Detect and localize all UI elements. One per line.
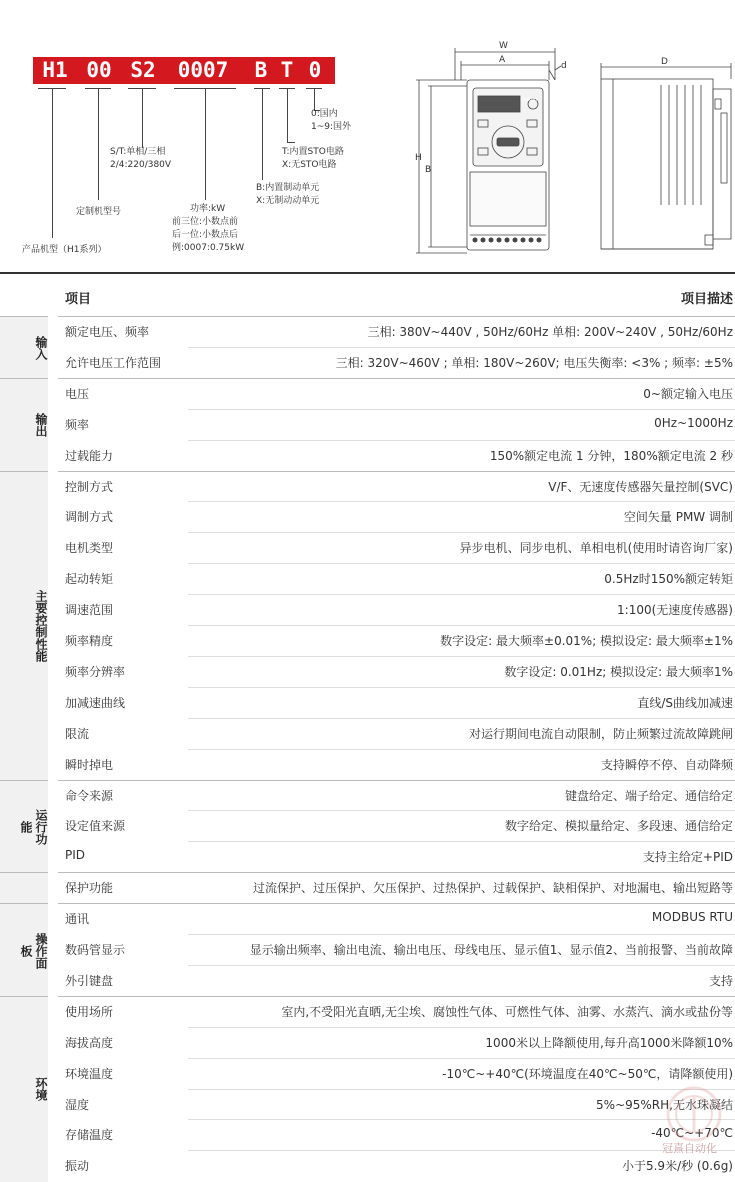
- category-block: [0, 316, 48, 379]
- table-row: [58, 594, 735, 625]
- row-item: 频率分辨率: [65, 664, 126, 679]
- code-region: 0: [308, 58, 322, 82]
- label-sto-2: X:无STO电路: [282, 160, 337, 170]
- table-row: [58, 471, 735, 502]
- table-row: [58, 378, 735, 409]
- row-desc: 支持瞬停不停、自动降频: [600, 757, 733, 772]
- row-desc: 显示输出频率、输出电流、输出电压、母线电压、显示值1、显示值2、当前报警、当前故障: [249, 943, 733, 957]
- row-item: 允许电压工作范围: [65, 355, 162, 370]
- category-label: 主要控制性能: [34, 590, 48, 662]
- dim-d-small: d: [561, 61, 567, 71]
- label-region-1: 0:国内: [311, 109, 338, 119]
- code-sto: T: [280, 58, 294, 82]
- row-item: 限流: [65, 726, 90, 741]
- row-desc: 支持主给定+PID: [642, 850, 733, 865]
- row-item: 存储温度: [65, 1128, 114, 1143]
- row-desc: -10℃~+40℃(环境温度在40℃~50℃，请降额使用): [442, 1066, 733, 1081]
- table-row: [58, 965, 735, 996]
- dim-d: D: [661, 57, 668, 67]
- table-row: [58, 1089, 735, 1120]
- row-item: 命令来源: [65, 788, 114, 803]
- row-item: 频率精度: [65, 634, 114, 648]
- row-item: 调制方式: [65, 510, 114, 525]
- label-brake-1: B:内置制动单元: [256, 183, 320, 193]
- table-row: [58, 903, 735, 934]
- category-block: [0, 872, 48, 904]
- row-desc: V/F、无速度传感器矢量控制(SVC): [548, 479, 733, 494]
- header-desc: 项目描述: [680, 292, 733, 307]
- row-item: 环境温度: [65, 1066, 114, 1081]
- row-desc: 小于5.9米/秒 (0.6g): [621, 1159, 733, 1174]
- label-brake-2: X:无制动动单元: [256, 196, 320, 206]
- row-item: 控制方式: [65, 479, 114, 494]
- row-item: 调速范围: [65, 603, 114, 618]
- table-row: [58, 501, 735, 532]
- row-desc: 1000米以上降额使用,每升高1000米降额10%: [485, 1035, 733, 1050]
- row-item: 数码管显示: [65, 943, 126, 957]
- watermark-text: 冠熹自动化: [662, 1142, 717, 1155]
- row-item: 起动转矩: [65, 572, 114, 587]
- row-item: 频率: [65, 417, 90, 432]
- label-custom: 定制机型号: [76, 207, 122, 217]
- label-power-3: 后一位:小数点后: [172, 230, 239, 240]
- row-desc: 键盘给定、端子给定、通信给定: [564, 788, 733, 803]
- row-desc: 三相: 380V~440V , 50Hz/60Hz 单相: 200V~240V , 50Hz/60Hz: [367, 325, 733, 339]
- table-row: [58, 656, 735, 687]
- table-row: [58, 718, 735, 749]
- dim-w: W: [499, 41, 508, 51]
- category-label: 环境: [34, 1077, 48, 1102]
- row-desc: 数字给定、模拟量给定、多段速、通信给定: [504, 819, 733, 834]
- row-item: 电压: [65, 386, 90, 401]
- code-brake: B: [254, 58, 268, 82]
- label-sto-1: T:内置STO电路: [282, 147, 344, 157]
- model-code-diagram: [0, 0, 735, 272]
- table-row: [58, 1119, 735, 1150]
- model-code-banner: [33, 57, 335, 84]
- code-phase: S2: [130, 58, 156, 82]
- row-desc: 0~额定输入电压: [643, 386, 733, 401]
- row-item: 海拔高度: [65, 1035, 114, 1050]
- category-block: [0, 471, 48, 781]
- row-item: 过载能力: [65, 448, 114, 463]
- row-item: 外引键盘: [65, 973, 114, 988]
- row-item: 通讯: [65, 912, 90, 927]
- row-item: 使用场所: [65, 1004, 114, 1019]
- row-item: 保护功能: [65, 881, 114, 896]
- front-view-drawing: [415, 40, 565, 265]
- table-row: [58, 316, 735, 347]
- table-row: [58, 810, 735, 841]
- code-custom: 00: [86, 58, 112, 82]
- table-row: [58, 872, 735, 903]
- row-item: 额定电压、频率: [65, 325, 150, 339]
- row-desc: 数字设定: 0.01Hz; 模拟设定: 最大频率1%: [504, 664, 733, 679]
- table-row: [58, 934, 735, 965]
- side-view-drawing: [595, 55, 735, 265]
- table-row: [58, 1058, 735, 1089]
- row-desc: -40℃~+70℃: [651, 1126, 733, 1141]
- code-power: 0007: [177, 58, 229, 82]
- dim-h: H: [415, 153, 422, 163]
- row-item: 振动: [65, 1159, 90, 1174]
- table-row: [58, 347, 735, 378]
- label-power-2: 前三位:小数点前: [172, 217, 239, 227]
- table-row: [58, 687, 735, 718]
- table-row: [58, 841, 735, 872]
- row-desc: 三相: 320V~460V ; 单相: 180V~260V; 电压失衡率: <3% ; 频率: ±5%: [335, 355, 733, 370]
- row-desc: 0.5Hz时150%额定转矩: [604, 572, 733, 587]
- table-row: [58, 996, 735, 1027]
- section-divider: [0, 272, 735, 274]
- dim-b: B: [425, 165, 432, 175]
- table-header: [0, 278, 735, 316]
- table-row: [58, 780, 735, 811]
- row-desc: 5%~95%RH,无水珠凝结: [596, 1097, 733, 1112]
- dim-a: A: [499, 55, 506, 65]
- row-desc: MODBUS RTU: [651, 910, 733, 925]
- row-desc: 150%额定电流 1 分钟，180%额定电流 2 秒: [489, 448, 733, 463]
- table-row: [58, 1150, 735, 1181]
- label-product: 产品机型（H1系列）: [22, 245, 107, 255]
- row-desc: 对运行期间电流自动限制，防止频繁过流故障跳闸: [468, 726, 733, 741]
- table-row: [58, 440, 735, 471]
- table-row: [58, 563, 735, 594]
- brand-logo: Paikon: [521, 97, 538, 103]
- header-item: 项目: [65, 292, 92, 307]
- category-block: [0, 996, 48, 1182]
- row-desc: 数字设定: 最大频率±0.01%; 模拟设定: 最大频率±1%: [440, 634, 733, 648]
- code-series: H1: [42, 58, 68, 82]
- label-phase-2: 2/4:220/380V: [110, 160, 172, 170]
- table-row: [58, 749, 735, 780]
- row-item: 湿度: [65, 1097, 90, 1112]
- row-item: 瞬时掉电: [65, 757, 114, 772]
- table-row: [58, 409, 735, 440]
- row-desc: 异步电机、同步电机、单相电机(使用时请咨询厂家): [459, 541, 733, 556]
- row-desc: 直线/S曲线加减速: [637, 695, 733, 710]
- row-item: PID: [65, 848, 86, 863]
- label-power-1: 功率:kW: [190, 204, 226, 214]
- row-desc: 支持: [708, 973, 733, 988]
- row-desc: 空间矢量 PMW 调制: [623, 510, 733, 525]
- category-label: 输出: [34, 413, 48, 438]
- table-row: [58, 532, 735, 563]
- category-block: [0, 780, 48, 874]
- label-region-2: 1~9:国外: [311, 122, 352, 132]
- row-item: 加减速曲线: [65, 695, 126, 710]
- table-row: [58, 1027, 735, 1058]
- row-desc: 1:100(无速度传感器): [617, 603, 733, 618]
- row-desc: 室内,不受阳光直晒,无尘埃、腐蚀性气体、可燃性气体、油雾、水蒸汽、滴水或盐份等: [281, 1004, 733, 1019]
- category-block: [0, 903, 48, 997]
- category-label: 输入: [34, 335, 48, 360]
- row-item: 设定值来源: [65, 819, 126, 834]
- label-phase-1: S/T:单相/三相: [110, 147, 166, 157]
- category-label: 操作面板: [19, 932, 48, 969]
- row-desc: 过流保护、过压保护、欠压保护、过热保护、过载保护、缺相保护、对地漏电、输出短路等: [252, 881, 733, 896]
- row-item: 电机类型: [65, 541, 114, 556]
- category-label: 运行功能: [19, 808, 48, 845]
- category-block: [0, 378, 48, 472]
- label-power-4: 例:0007:0.75kW: [172, 243, 245, 253]
- table-row: [58, 625, 735, 656]
- row-desc: 0Hz~1000Hz: [654, 415, 733, 430]
